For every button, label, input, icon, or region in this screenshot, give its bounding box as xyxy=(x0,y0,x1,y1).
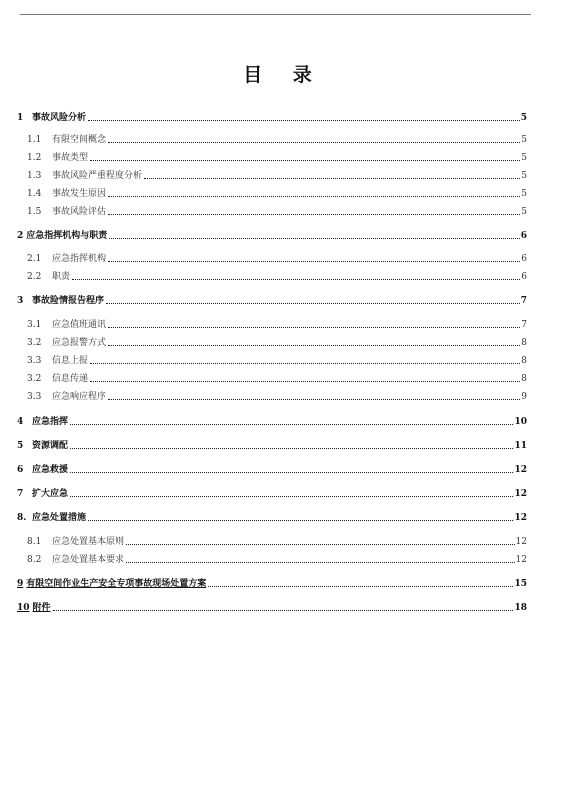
toc-leader xyxy=(90,362,520,364)
toc-page-number: 12 xyxy=(514,513,527,523)
toc-number: 2.1 xyxy=(27,254,42,264)
toc-entry-1-2[interactable] xyxy=(17,150,527,164)
toc-title: 有限空间作业生产安全专项事故现场处置方案 xyxy=(26,579,207,589)
toc-title: 应急处置基本原则 xyxy=(52,537,125,547)
toc-leader xyxy=(70,471,513,473)
page-title: 目 录 xyxy=(243,64,324,86)
toc-title: 应急指挥机构与职责 xyxy=(26,231,108,241)
toc-title: 应急指挥机构 xyxy=(52,254,107,264)
toc-leader xyxy=(106,302,520,304)
toc-leader xyxy=(90,159,520,161)
toc-page-number: 12 xyxy=(515,537,527,547)
toc-page-number: 6 xyxy=(521,272,527,282)
toc-title: 信息上报 xyxy=(52,356,89,366)
toc-page-number: 11 xyxy=(514,441,527,451)
toc-entry-4[interactable] xyxy=(17,414,527,428)
toc-leader xyxy=(70,447,513,449)
toc-number: 1 xyxy=(17,113,24,123)
toc-title: 应急指挥 xyxy=(32,417,69,427)
toc-leader xyxy=(70,495,513,497)
header-rule xyxy=(20,14,531,15)
toc-page-number: 12 xyxy=(515,555,527,565)
toc-number: 3.2 xyxy=(27,374,42,384)
toc-entry-3-4[interactable] xyxy=(17,371,527,385)
toc-page-number: 15 xyxy=(514,579,527,589)
toc-page-number: 5 xyxy=(521,207,527,217)
toc-title: 附件 xyxy=(32,603,51,613)
toc-page-number: 5 xyxy=(521,153,527,163)
toc-entry-3-5[interactable] xyxy=(17,389,527,403)
toc-leader xyxy=(90,380,520,382)
toc-number: 4 xyxy=(17,417,24,427)
toc-page-number: 6 xyxy=(521,254,527,264)
toc-page-number: 5 xyxy=(521,135,527,145)
toc-leader xyxy=(126,543,515,545)
toc-entry-9[interactable] xyxy=(17,576,527,590)
toc-page-number: 8 xyxy=(521,356,527,366)
toc-entry-3-2[interactable] xyxy=(17,335,527,349)
toc-number: 7 xyxy=(17,489,24,499)
toc-leader xyxy=(70,423,513,425)
toc-entry-1-3[interactable] xyxy=(17,168,527,182)
toc-title: 事故发生原因 xyxy=(52,189,107,199)
toc-title: 应急处置基本要求 xyxy=(52,555,125,565)
toc-number: 1.2 xyxy=(27,153,42,163)
toc-page-number: 7 xyxy=(521,320,527,330)
toc-page-number: 12 xyxy=(514,465,527,475)
toc-leader xyxy=(108,141,520,143)
toc-title: 应急报警方式 xyxy=(52,338,107,348)
toc-page-number: 6 xyxy=(520,231,527,241)
toc-number: 8.1 xyxy=(27,537,42,547)
toc-number: 3 xyxy=(17,296,24,306)
toc-title: 事故险情报告程序 xyxy=(32,296,105,306)
toc-page-number: 9 xyxy=(521,392,527,402)
toc-title: 有限空间概念 xyxy=(52,135,107,145)
toc-leader xyxy=(108,344,520,346)
toc-entry-3-1[interactable] xyxy=(17,317,527,331)
toc-number: 3.1 xyxy=(27,320,42,330)
toc-entry-8-1[interactable] xyxy=(17,534,527,548)
toc-leader xyxy=(88,119,520,121)
toc-leader xyxy=(108,398,520,400)
toc-number: 8.2 xyxy=(27,555,42,565)
toc-entry-1[interactable] xyxy=(17,110,527,124)
toc-number: 10 xyxy=(17,603,30,613)
toc-entry-2[interactable] xyxy=(17,228,527,242)
toc-entry-2-2[interactable] xyxy=(17,269,527,283)
toc-leader xyxy=(53,609,514,611)
toc-page-number: 8 xyxy=(521,338,527,348)
toc-title: 扩大应急 xyxy=(32,489,69,499)
toc-page-number: 8 xyxy=(521,374,527,384)
toc-entry-7[interactable] xyxy=(17,486,527,500)
toc-number: 3.3 xyxy=(27,392,42,402)
toc-number: 2.2 xyxy=(27,272,42,282)
toc-title: 事故风险分析 xyxy=(32,113,87,123)
toc-entry-1-5[interactable] xyxy=(17,204,527,218)
toc-leader xyxy=(144,177,520,179)
toc-number: 1.5 xyxy=(27,207,42,217)
toc-number: 3.2 xyxy=(27,338,42,348)
toc-number: 8. xyxy=(17,513,27,523)
toc-leader xyxy=(109,237,519,239)
toc-number: 3.3 xyxy=(27,356,42,366)
toc-leader xyxy=(108,326,520,328)
toc-entry-5[interactable] xyxy=(17,438,527,452)
toc-title: 资源调配 xyxy=(32,441,69,451)
toc-title: 应急值班通讯 xyxy=(52,320,107,330)
toc-entry-6[interactable] xyxy=(17,462,527,476)
toc-page-number: 5 xyxy=(520,113,527,123)
toc-entry-3-3[interactable] xyxy=(17,353,527,367)
toc-leader xyxy=(88,519,513,521)
toc-number: 1.4 xyxy=(27,189,42,199)
toc-leader xyxy=(108,260,520,262)
toc-number: 5 xyxy=(17,441,24,451)
toc-page-number: 18 xyxy=(514,603,527,613)
toc-entry-3[interactable] xyxy=(17,293,527,307)
toc-page-number: 12 xyxy=(514,489,527,499)
toc-title: 应急处置措施 xyxy=(32,513,87,523)
toc-number: 2 xyxy=(17,231,24,241)
toc-title: 应急响应程序 xyxy=(52,392,107,402)
toc-page-number: 5 xyxy=(521,171,527,181)
toc-entry-1-1[interactable] xyxy=(17,132,527,146)
toc-title: 信息传递 xyxy=(52,374,89,384)
toc-title: 事故类型 xyxy=(52,153,89,163)
toc-leader xyxy=(72,278,520,280)
toc-entry-8-2[interactable] xyxy=(17,552,527,566)
toc-leader xyxy=(126,561,515,563)
toc-number: 1.1 xyxy=(27,135,42,145)
toc-entry-8[interactable] xyxy=(17,510,527,524)
toc-title: 事故风险评估 xyxy=(52,207,107,217)
toc-title: 职责 xyxy=(52,272,71,282)
toc-page-number: 10 xyxy=(514,417,527,427)
toc-number: 9 xyxy=(17,579,24,589)
toc-title: 应急救援 xyxy=(32,465,69,475)
toc-entry-1-4[interactable] xyxy=(17,186,527,200)
toc-entry-10[interactable] xyxy=(17,600,527,614)
toc-entry-2-1[interactable] xyxy=(17,251,527,265)
toc-number: 6 xyxy=(17,465,24,475)
toc-page-number: 5 xyxy=(521,189,527,199)
toc-number: 1.3 xyxy=(27,171,42,181)
toc-leader xyxy=(108,213,520,215)
toc-page-number: 7 xyxy=(520,296,527,306)
toc-leader xyxy=(208,585,513,587)
toc-title: 事故风险严重程度分析 xyxy=(52,171,143,181)
toc-leader xyxy=(108,195,520,197)
